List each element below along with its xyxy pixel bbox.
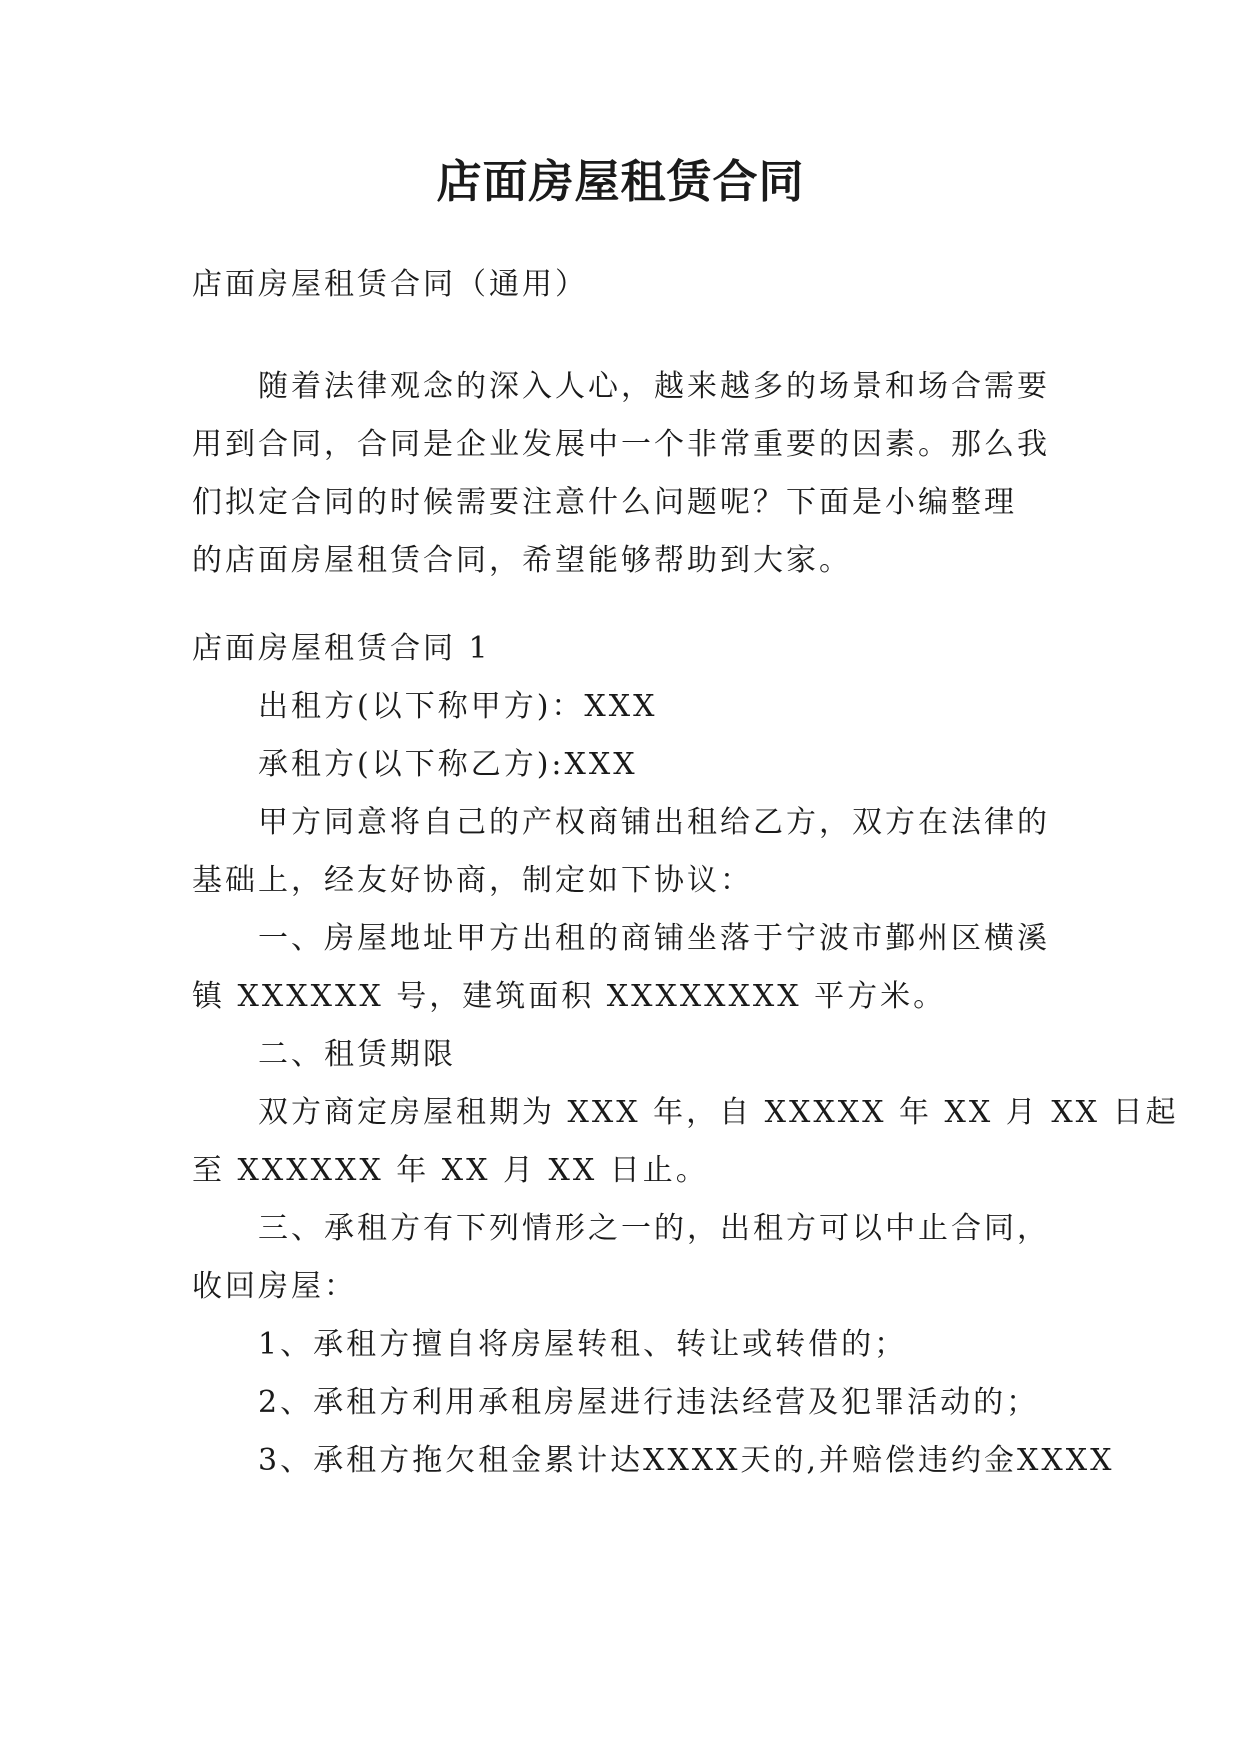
agreement-line: 基础上，经友好协商，制定如下协议： — [192, 863, 753, 898]
contract-body — [192, 620, 1179, 1490]
intro-paragraph — [192, 358, 1054, 590]
intro-line: 随着法律观念的深入人心，越来越多的场景和场合需要 — [258, 369, 1050, 404]
subtitle-block — [192, 256, 1054, 314]
list-item: 3、承租方拖欠租金累计达XXXX天的,并赔偿违约金XXXX — [258, 1443, 1115, 1478]
section3-line: 收回房屋： — [192, 1269, 357, 1304]
intro-line: 的店面房屋租赁合同，希望能够帮助到大家。 — [192, 543, 852, 578]
intro-line: 们拟定合同的时候需要注意什么问题呢？下面是小编整理 — [192, 485, 1017, 520]
section2-line: 双方商定房屋租期为 XXX 年，自 XXXXX 年 XX 月 XX 日起 — [258, 1095, 1179, 1130]
section2-line: 至 XXXXXX 年 XX 月 XX 日止。 — [192, 1153, 709, 1188]
document-subtitle: 店面房屋租赁合同（通用） — [192, 267, 588, 302]
intro-line: 用到合同，合同是企业发展中一个非常重要的因素。那么我 — [192, 427, 1050, 462]
section1-line: 一、房屋地址甲方出租的商铺坐落于宁波市鄞州区横溪 — [258, 921, 1050, 956]
contract-heading: 店面房屋租赁合同 1 — [192, 631, 491, 666]
document-title: 店面房屋租赁合同 — [436, 155, 805, 208]
agreement-line: 甲方同意将自己的产权商铺出租给乙方，双方在法律的 — [258, 805, 1050, 840]
list-item: 1、承租方擅自将房屋转租、转让或转借的； — [258, 1327, 908, 1362]
lessee-line: 承租方(以下称乙方):XXX — [258, 747, 638, 782]
lessor-line: 出租方(以下称甲方)：XXX — [258, 689, 658, 724]
section3-line: 三、承租方有下列情形之一的，出租方可以中止合同， — [258, 1211, 1050, 1246]
list-item: 2、承租方利用承租房屋进行违法经营及犯罪活动的； — [258, 1385, 1040, 1420]
section2-heading: 二、租赁期限 — [258, 1037, 456, 1072]
section1-line: 镇 XXXXXX 号，建筑面积 XXXXXXXX 平方米。 — [192, 979, 947, 1014]
